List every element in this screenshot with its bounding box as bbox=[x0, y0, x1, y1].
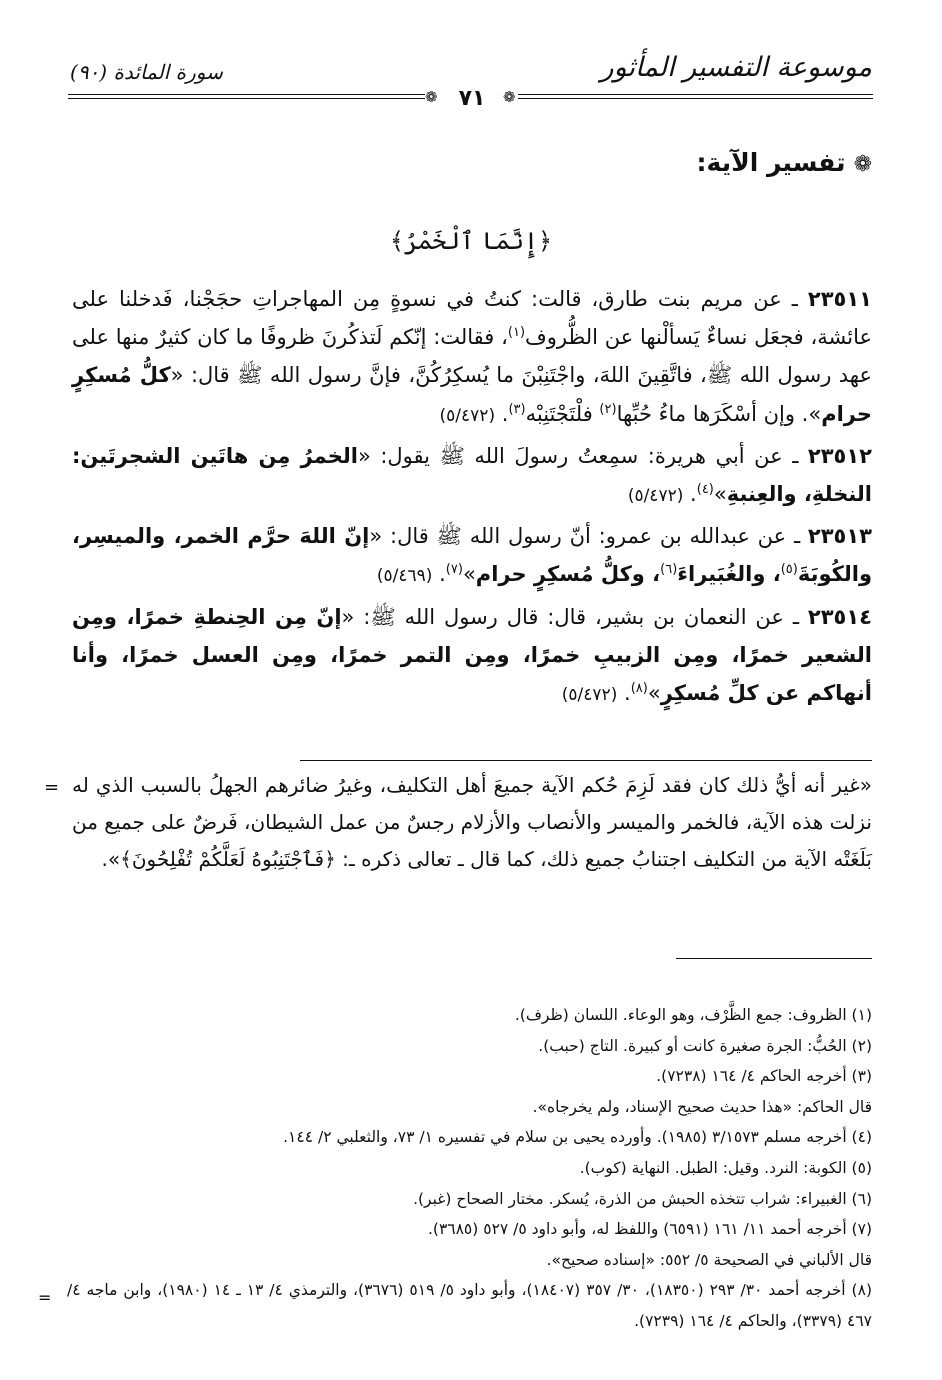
hadith-text: ـ عن مريم بنت طارق، قالت: كنتُ في نسوةٍ مِن المهاجراتِ حجَجْنا، فَدخلنا على عائشة، فجعَل نساءٌ يَسألْنها عن الظُّروف bbox=[72, 287, 873, 350]
hadith-list bbox=[72, 280, 872, 716]
hadith-quote: إنّ اللهَ حرَّم الخمر، والميسِر، والكُوبَةَ bbox=[72, 524, 872, 587]
hadith-text: ، فقالت: إنّكم لَتذكُرنَ ظروفًا ما كان كثيرٌ منها على عهد رسول الله ﷺ، فاتَّقِينَ اللهَ، واجْتَنِبْنَ ما يُسكِرُكُنَّ، فإنَّ رسول الله ﷺ قال: « bbox=[72, 325, 872, 388]
hadith-quote: الخمرُ مِن هاتَين الشجرتَين: النخلةِ، والعِنبةِ bbox=[72, 443, 872, 507]
footnote-marker: (٢) bbox=[599, 401, 617, 417]
hadith-text: » bbox=[647, 681, 661, 706]
footnote-marker: (٧) bbox=[445, 562, 463, 578]
hadith-text: فلْتَجْتَنِبْه bbox=[525, 401, 600, 426]
continuation-marker-bottom: = bbox=[38, 1288, 52, 1307]
hadith-number: ٢٣٥١٤ bbox=[807, 604, 872, 629]
footnote-separator-short bbox=[676, 958, 872, 959]
footnotes bbox=[67, 1000, 872, 1337]
surah-label: سورة المائدة (٩٠) bbox=[70, 60, 223, 84]
volume-page-ref: (٥/٤٧٢) bbox=[439, 405, 496, 426]
header-ornament-right: ❁ bbox=[503, 88, 516, 106]
continued-note bbox=[72, 767, 872, 878]
footnote-marker: (٣) bbox=[508, 401, 526, 417]
hadith-quote: ، والغُبَيراءَ bbox=[677, 562, 781, 587]
hadith-entry bbox=[72, 517, 872, 595]
footnote: (٣) أخرجه الحاكم ٤/ ١٦٤ (٧٢٣٨). bbox=[656, 1067, 872, 1086]
page-number: ٧١ bbox=[458, 86, 486, 111]
hadith-text: » bbox=[713, 482, 727, 507]
continued-note-verse: ﴿فَٱجْتَنِبُوهُ لَعَلَّكُمْ تُفْلِحُونَ﴾ bbox=[120, 847, 336, 871]
hadith-text: . bbox=[439, 562, 446, 587]
hadith-quote: كلُّ مُسكِرٍ حرام bbox=[72, 363, 872, 426]
hadith-entry bbox=[72, 598, 872, 715]
footnote: (٥) الكوبة: النرد. وقيل: الطبل. النهاية (كوب). bbox=[579, 1158, 872, 1177]
footnote: (٢) الحُبُّ: الجرة صغيرة كانت أو كبيرة. التاج (حبب). bbox=[538, 1036, 872, 1055]
header-rule-right bbox=[518, 94, 873, 99]
section-heading-text: تفسير الآية: bbox=[696, 148, 846, 177]
footnote: قال الألباني في الصحيحة ٥/ ٥٥٢: «إسناده صحيح». bbox=[546, 1250, 872, 1269]
footnote: (١) الظروف: جمع الظَّرْف، وهو الوعاء. اللسان (ظرف). bbox=[514, 1006, 872, 1024]
hadith-text: . bbox=[624, 681, 631, 706]
hadith-text: . bbox=[690, 482, 697, 507]
continued-note-text: «غير أنه أيُّ ذلك كان فقد لَزِمَ حُكم الآية جميعَ أهل التكليف، وغيرُ ضائرهم الجهلُ بالسبب الذي له نزلت هذه الآية، فالخمر والميسر والأنصاب والأزلام رجسٌ من عمل الشيطان، فَرضٌ على جميع من بَلَغَتْه الآية من التكليف اجتنابُ جميع ذلك، كما قال ـ تعالى ذكره ـ: bbox=[72, 773, 872, 871]
hadith-text: ». وإن أسْكَرَها ماءُ حُبِّها bbox=[616, 401, 822, 426]
book-title: موسوعة التفسير المأثور bbox=[600, 52, 872, 83]
footnote-marker: (٨) bbox=[630, 681, 648, 697]
footnote: قال الحاكم: «هذا حديث صحيح الإسناد، ولم يخرجاه». bbox=[532, 1097, 872, 1116]
continued-note-end: ». bbox=[101, 847, 121, 871]
hadith-text: ـ عن عبدالله بن عمرو: أنّ رسول الله ﷺ قال: « bbox=[369, 524, 801, 549]
hadith-text: ـ عن أبي هريرة: سمِعتُ رسولَ الله ﷺ يقول: « bbox=[357, 443, 799, 468]
section-heading bbox=[697, 148, 872, 177]
quran-verse-heading: ﴿إِنَّمَا ٱلْخَمْرُ﴾ bbox=[389, 227, 553, 255]
continuation-marker: = bbox=[44, 777, 60, 798]
hadith-quote: ، وكلُّ مُسكِرٍ حرام bbox=[475, 562, 661, 587]
footnote-marker: (٦) bbox=[660, 562, 678, 578]
hadith-entry bbox=[72, 280, 872, 435]
footnote-marker: (٥) bbox=[780, 562, 798, 578]
footnote: (٧) أخرجه أحمد ١١/ ١٦١ (٦٥٩١) واللفظ له، وأبو داود ٥/ ٥٢٧ (٣٦٨٥). bbox=[427, 1220, 872, 1239]
volume-page-ref: (٥/٤٧٢) bbox=[627, 486, 684, 507]
hadith-text: . bbox=[501, 401, 509, 426]
flower-icon: ❁ bbox=[853, 152, 872, 177]
volume-page-ref: (٥/٤٧٢) bbox=[561, 685, 618, 706]
hadith-entry bbox=[72, 437, 872, 515]
hadith-quote: إنّ مِن الحِنطةِ خمرًا، ومِن الشعير خمرًا، ومِن الزبيبِ خمرًا، ومِن التمر خمرًا، ومِن العسل خمرًا، وأنا أنهاكم عن كلِّ مُسكِرٍ bbox=[72, 604, 872, 706]
hadith-number: ٢٣٥١٣ bbox=[807, 524, 872, 549]
footnote: (٦) الغبيراء: شراب تتخذه الحبش من الذرة، يُسكر. مختار الصحاح (غبر). bbox=[413, 1189, 872, 1208]
header-ornament-left: ❁ bbox=[425, 88, 438, 106]
footnote-marker: (٤) bbox=[696, 482, 714, 498]
hadith-number: ٢٣٥١١ bbox=[807, 287, 872, 311]
footnote: (٨) أخرجه أحمد ٣٠/ ٢٩٣ (١٨٣٥٠)، ٣٠/ ٣٥٧ (١٨٤٠٧)، وأبو داود ٥/ ٥١٩ (٣٦٧٦)، والترمذي ٤/ ١٣ ـ ١٤ (١٩٨٠)، وابن ماجه ٤/ ٤٦٧ (٣٣٧٩)، والحاكم ٤/ ١٦٤ (٧٢٣٩). bbox=[67, 1281, 872, 1330]
hadith-text: » bbox=[462, 562, 476, 587]
hadith-number: ٢٣٥١٢ bbox=[807, 443, 872, 468]
volume-page-ref: (٥/٤٦٩) bbox=[376, 566, 433, 587]
header-rule-left bbox=[68, 94, 425, 99]
footnote: (٤) أخرجه مسلم ٣/١٥٧٣ (١٩٨٥). وأورده يحيى بن سلام في تفسيره ١/ ٧٣، والثعلبي ٢/ ١٤٤. bbox=[283, 1128, 872, 1147]
hadith-text: ـ عن النعمان بن بشير، قال: قال رسول الله ﷺ: « bbox=[341, 604, 799, 629]
footnote-separator bbox=[300, 760, 872, 761]
footnote-marker: (١) bbox=[507, 325, 526, 341]
